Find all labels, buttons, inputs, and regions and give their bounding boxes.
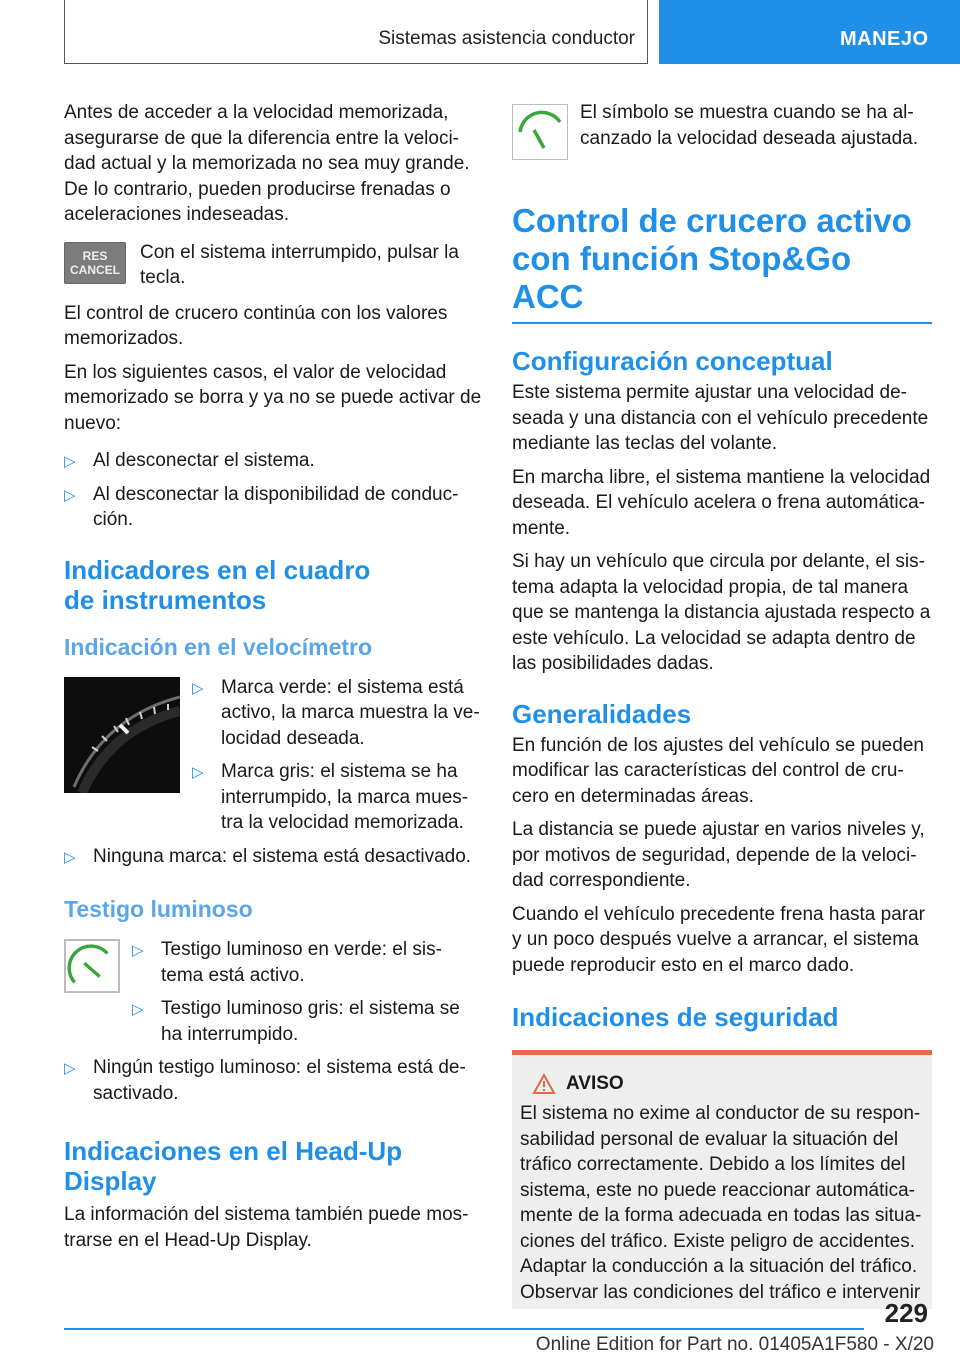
bullet-list-cases bbox=[64, 448, 484, 533]
paragraph-press-key: Con el sistema interrumpido, pulsar la tecla. bbox=[140, 241, 459, 288]
warning-header bbox=[520, 1073, 924, 1095]
triangle-bullet-icon: ▷ bbox=[64, 1060, 76, 1077]
speedometer-bullet-none bbox=[64, 844, 484, 870]
list-item: ▷ Ninguna marca: el sistema está desactivado. bbox=[64, 844, 484, 870]
triangle-bullet-icon: ▷ bbox=[132, 1001, 144, 1018]
paragraph-continues: El control de crucero continúa con los valores memorizados. bbox=[64, 302, 448, 349]
list-item: ▷ Testigo luminoso en verde: el sis- tema está activo. bbox=[132, 939, 442, 986]
header-chapter-tab bbox=[659, 0, 960, 64]
warning-box bbox=[512, 1050, 932, 1309]
list-item: ▷ Testigo luminoso gris: el sistema se ha interrumpido. bbox=[132, 998, 460, 1045]
indicator-light-bullets bbox=[132, 937, 484, 1047]
heading-safety: Indicaciones de seguridad bbox=[512, 1002, 839, 1032]
warning-triangle-icon bbox=[532, 1073, 556, 1095]
triangle-bullet-icon: ▷ bbox=[192, 764, 204, 781]
warning-text: El sistema no exime al conductor de su respon- sabilidad personal de evaluar la situación del tráfico correctamente. Debido a los límites del sistema, este no puede reaccionar automática- mente de la forma adecuada en todas las situa- ciones del tráfico. Existe peligro de accidentes. Adaptar la conducción a la situación del tráfico. Observar las condiciones del tráfico e intervenir bbox=[520, 1103, 922, 1303]
paragraph-general-3: Cuando el vehículo precedente frena hasta parar y un poco después vuelve a arrancar, el sistema puede reproducir esto en el marco dado. bbox=[512, 903, 925, 976]
heading-active-cruise-control: Control de crucero activo con función Stop&Go ACC bbox=[512, 202, 912, 315]
paragraph-config-3: Si hay un vehículo que circula por delante, el sis- tema adapta la velocidad propia, de tal manera que se mantenga la distancia ajustada respecto a este vehículo. La velocidad se adapta dentro de las posibilidades dadas. bbox=[512, 551, 931, 674]
paragraph-memorized-speed: Antes de acceder a la velocidad memorizada, asegurarse de que la diferencia entre la veloci- dad actual y la memorizada no sea muy grande. De lo contrario, pueden producirse frenadas o aceleraciones indeseadas. bbox=[64, 102, 470, 225]
heading-speedometer: Indicación en el velocímetro bbox=[64, 633, 373, 660]
heading-conceptual-config: Configuración conceptual bbox=[512, 346, 833, 376]
cruise-control-green-icon bbox=[64, 939, 120, 993]
list-item: ▷ Ningún testigo luminoso: el sistema está de- sactivado. bbox=[64, 1057, 466, 1104]
speedometer-bullets bbox=[192, 675, 484, 836]
indicator-light-bullet-none bbox=[64, 1055, 484, 1106]
heading-general: Generalidades bbox=[512, 698, 692, 729]
heading-underline bbox=[512, 322, 932, 324]
paragraph-general-2: La distancia se puede ajustar en varios niveles y, por motivos de seguridad, depende de la veloci- dad correspondiente. bbox=[512, 819, 925, 891]
list-item: ▷ Al desconectar el sistema. bbox=[64, 448, 484, 474]
list-item: ▷ Marca verde: el sistema está activo, la marca muestra la ve- locidad deseada. bbox=[192, 676, 480, 749]
heading-head-up-display: Indicaciones en el Head-Up Display bbox=[64, 1136, 403, 1196]
footer-rule bbox=[64, 1328, 864, 1330]
symbol-block bbox=[512, 100, 932, 164]
header-section-box bbox=[64, 0, 648, 64]
heading-indicator-light: Testigo luminoso bbox=[64, 896, 253, 922]
cancel-label: CANCEL bbox=[70, 262, 120, 277]
edition-note: Online Edition for Part no. 01405A1F580 - X/20 bbox=[535, 1334, 934, 1355]
right-column bbox=[512, 100, 932, 1309]
paragraph-config-2: En marcha libre, el sistema mantiene la velocidad deseada. El vehículo acelera o frena automática- mente. bbox=[512, 466, 931, 539]
speedometer-image bbox=[64, 677, 180, 793]
triangle-bullet-icon: ▷ bbox=[64, 453, 76, 470]
res-cancel-button-icon bbox=[64, 242, 126, 284]
res-cancel-block bbox=[64, 238, 484, 291]
triangle-bullet-icon: ▷ bbox=[64, 848, 76, 866]
paragraph-cases: En los siguientes casos, el valor de velocidad memorizado se borra y ya no se puede activar de nuevo: bbox=[64, 361, 482, 434]
paragraph-general-1: En función de los ajustes del vehículo se pueden modificar las características del control de cru- cero en determinadas áreas. bbox=[512, 734, 924, 807]
paragraph-config-1: Este sistema permite ajustar una velocidad de- seada y una distancia con el vehículo precedente mediante las teclas del volante. bbox=[512, 382, 929, 454]
res-label: RES bbox=[82, 248, 108, 263]
page-number: 229 bbox=[884, 1298, 928, 1328]
cruise-control-symbol-icon bbox=[512, 104, 568, 160]
triangle-bullet-icon: ▷ bbox=[132, 942, 144, 959]
speedometer-block bbox=[64, 675, 484, 836]
paragraph-symbol: El símbolo se muestra cuando se ha al- canzado la velocidad deseada ajustada. bbox=[580, 102, 919, 149]
list-item: ▷ Marca gris: el sistema se ha interrumpido, la marca mues- tra la velocidad memorizada. bbox=[192, 761, 469, 833]
chapter-title: MANEJO bbox=[840, 28, 929, 50]
list-item: ▷ Al desconectar la disponibilidad de conduc- ción. bbox=[64, 483, 459, 530]
warning-title: AVISO bbox=[566, 1073, 624, 1094]
triangle-bullet-icon: ▷ bbox=[192, 679, 204, 697]
section-title: Sistemas asistencia conductor bbox=[378, 28, 635, 49]
triangle-bullet-icon: ▷ bbox=[64, 486, 76, 504]
heading-indicators: Indicadores en el cuadro de instrumentos bbox=[64, 554, 371, 615]
left-column bbox=[64, 100, 484, 1253]
indicator-light-block bbox=[64, 937, 484, 1047]
paragraph-head-up-display: La información del sistema también puede mos- trarse en el Head-Up Display. bbox=[64, 1204, 469, 1251]
